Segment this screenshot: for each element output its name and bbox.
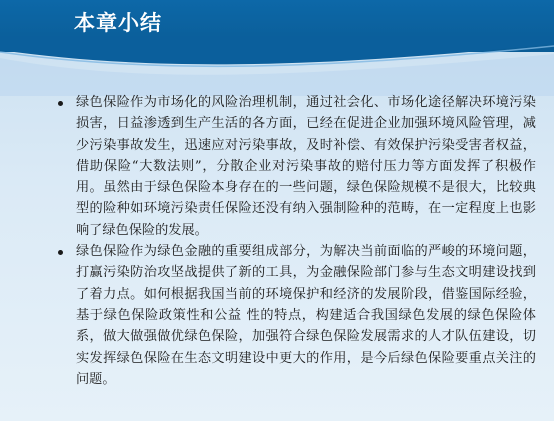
- list-item: [58, 241, 536, 390]
- decorative-wave: [0, 36, 554, 96]
- bullet-icon: [58, 101, 63, 106]
- page-title: 本章小结: [74, 11, 162, 35]
- list-item: [58, 92, 536, 241]
- bullet-icon: [58, 250, 63, 255]
- wave-main: [0, 36, 554, 64]
- bullet-text: 绿色保险作为绿色金融的重要组成部分，为解决当前面临的严峻的环境问题，打赢污染防治攻坚战提供了新的工具，为金融保险部门参与生态文明建设找到了着力点。如何根据我国当前的环境保护和经济的发展阶段，借鉴国际经验，基于绿色保险政策性和公益 性的特点，构建适合我国绿色发展的绿色保险体系，做大做强做优绿色保险，加强符合绿色保险发展需求的人才队伍建设，切实发挥绿色保险在生态文明建设中更大的作用，是今后绿色保险要重点关注的问题。: [76, 244, 536, 387]
- bullet-text: 绿色保险作为市场化的风险治理机制，通过社会化、市场化途径解决环境污染损害，日益渗透到生产生活的各方面，已经在促进企业加强环境风险管理，减少污染事故发生，迅速应对污染事故，及时补偿、有效保护污染受害者权益，借助保险“大数法则”，分散企业对污染事故的赔付压力等方面发挥了积极作用。虽然由于绿色保险本身存在的一些问题，绿色保险规模不是很大，比较典型的险种如环境污染责任保险还没有纳入强制险种的范畴，在一定程度上也影响了绿色保险的发展。: [76, 95, 536, 238]
- summary-content: [58, 92, 536, 390]
